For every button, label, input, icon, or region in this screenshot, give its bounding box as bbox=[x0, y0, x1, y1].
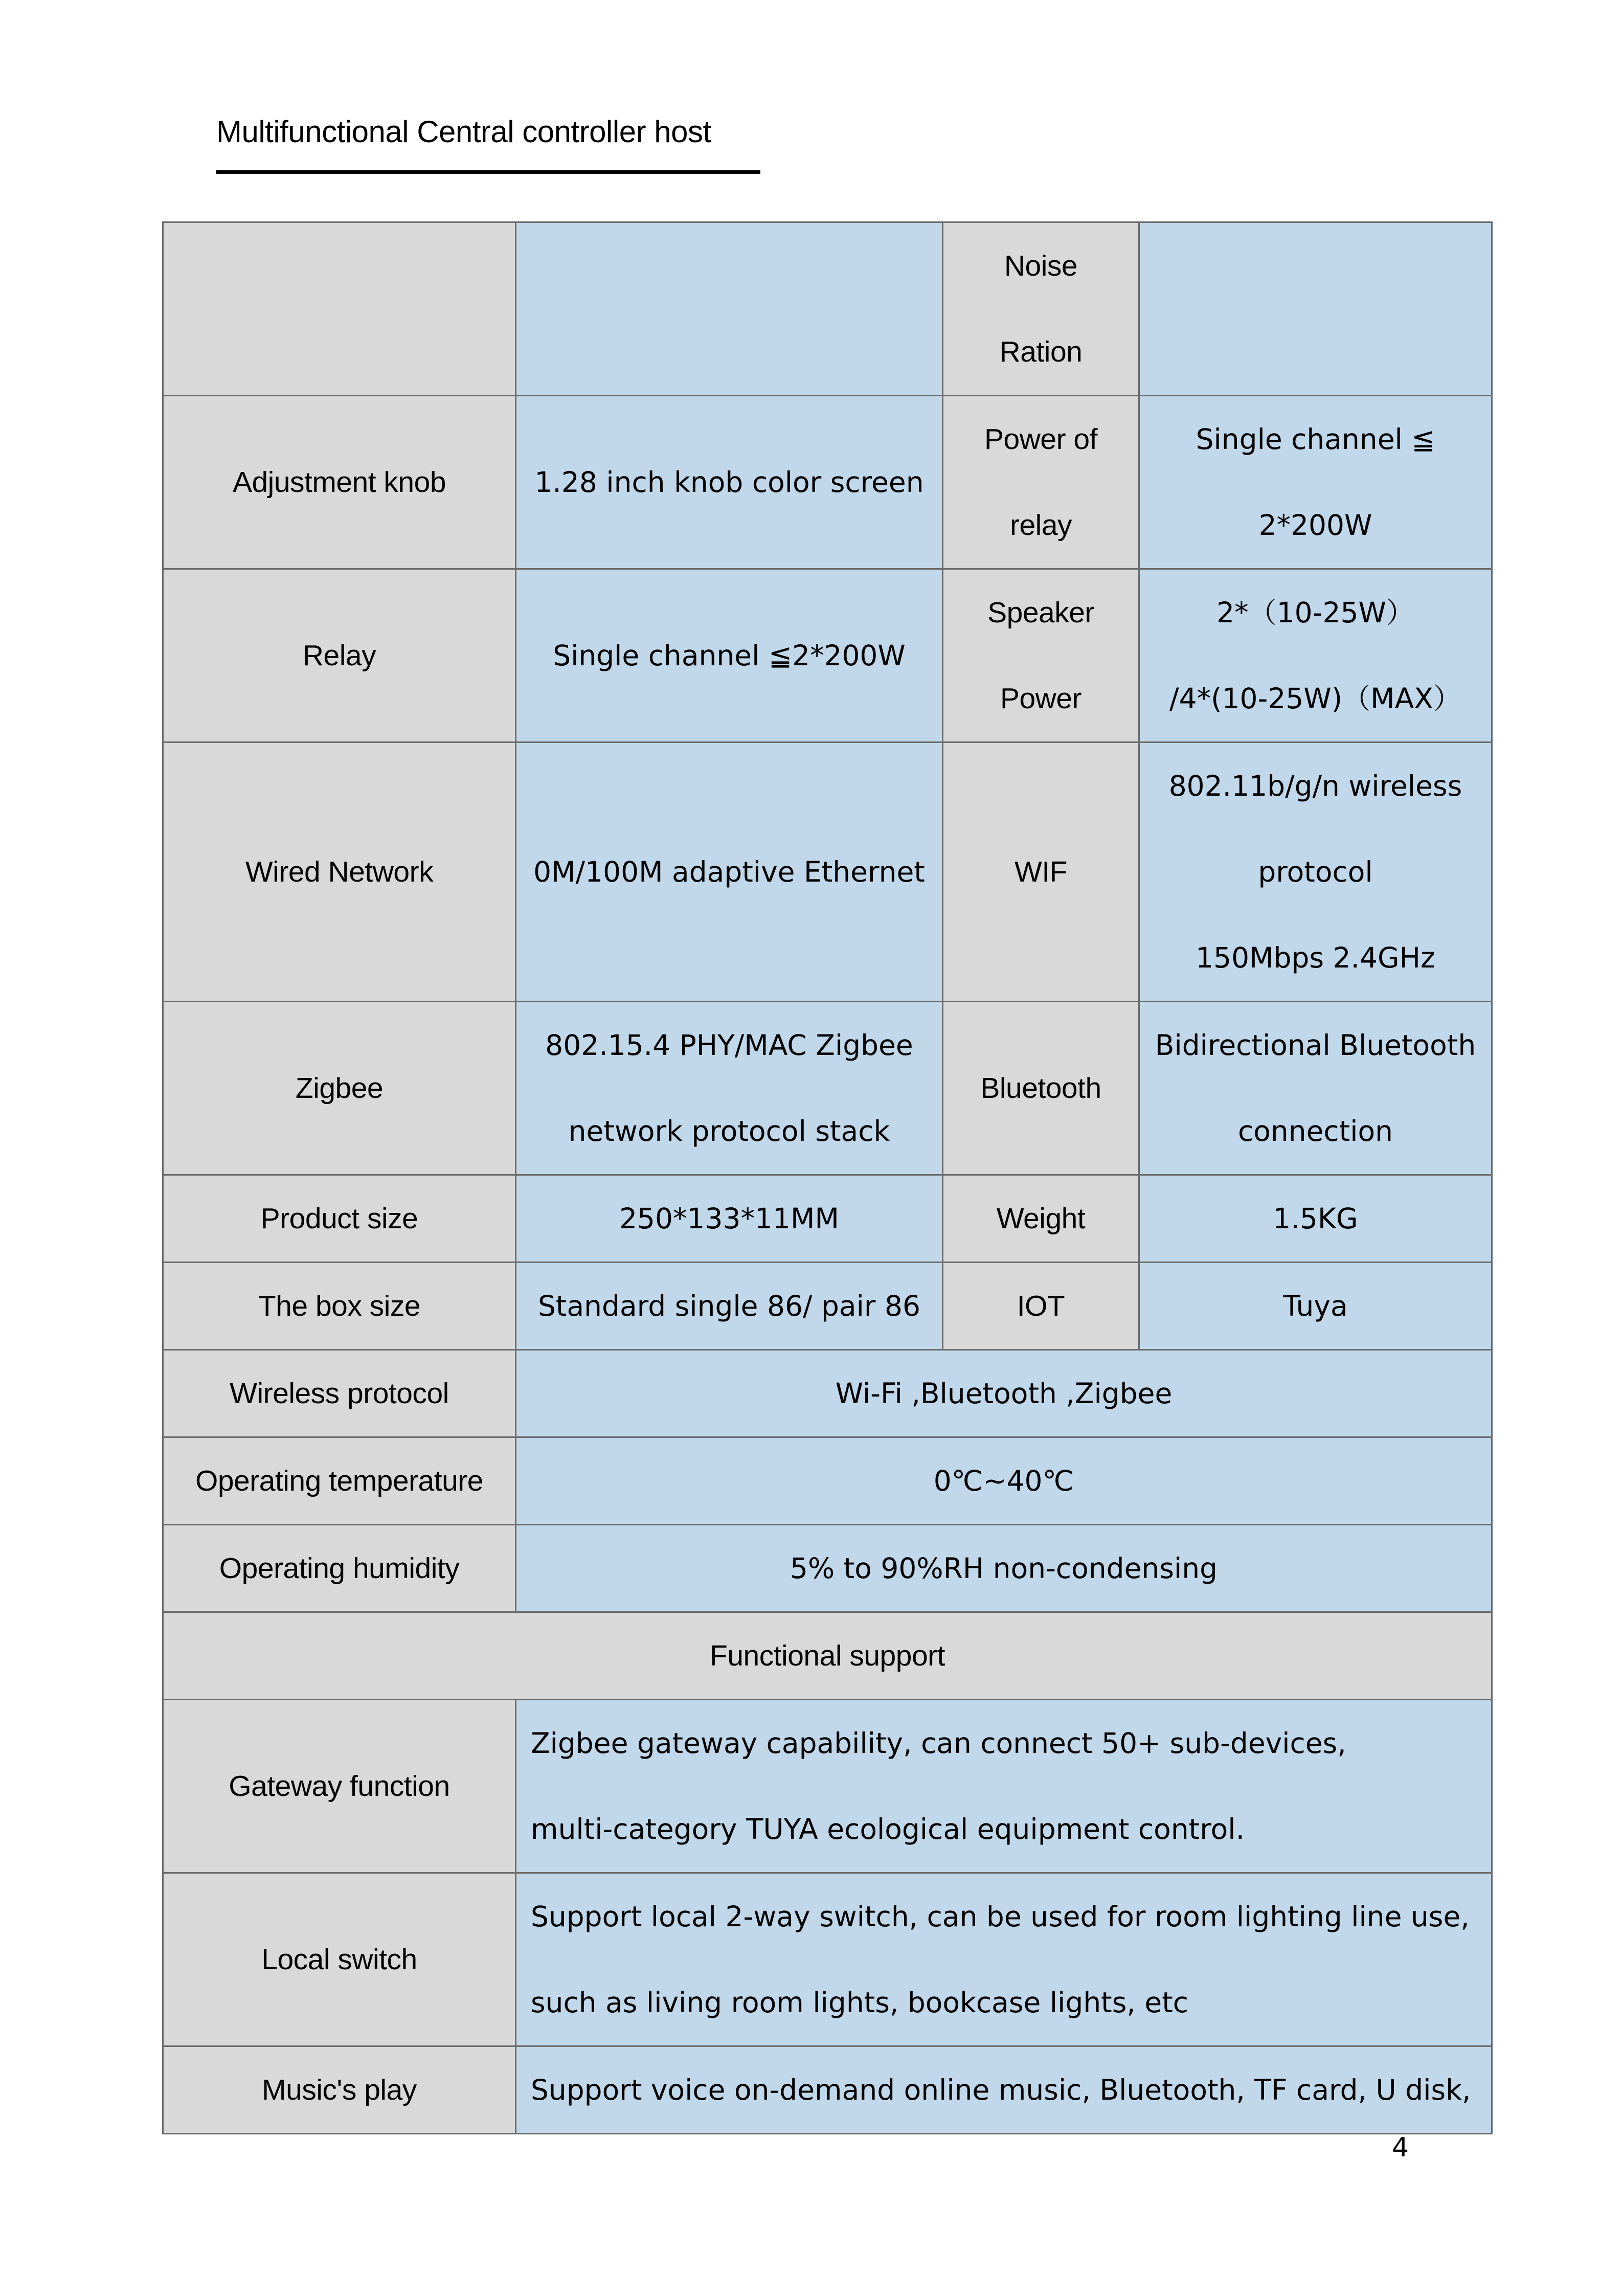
table-row bbox=[163, 1437, 1492, 1525]
spec-label-cell bbox=[943, 569, 1139, 742]
table-row bbox=[163, 396, 1492, 569]
table-row bbox=[163, 222, 1492, 396]
label-product-size: Product size bbox=[163, 1175, 516, 1263]
spec-value-cell bbox=[516, 1002, 943, 1175]
spec-value-cell bbox=[516, 222, 943, 396]
spec-value-cell bbox=[1139, 742, 1492, 1002]
spec-label-cell bbox=[163, 222, 516, 396]
label-wif: WIF bbox=[943, 742, 1139, 1002]
label-noise-line-1: Noise bbox=[1004, 250, 1078, 282]
value-local-switch-line-2: such as living room lights, bookcase lights, etc bbox=[531, 1986, 1189, 2019]
spec-label-cell bbox=[943, 222, 1139, 396]
value-zigbee-line-2: network protocol stack bbox=[568, 1115, 890, 1147]
spec-label-cell bbox=[943, 396, 1139, 569]
value-operating-humidity: 5% to 90%RH non-condensing bbox=[516, 1525, 1492, 1612]
value-wif-line-2: protocol bbox=[1258, 856, 1373, 888]
label-weight: Weight bbox=[943, 1175, 1139, 1263]
table-row bbox=[163, 742, 1492, 1002]
label-noise-line-2: Ration bbox=[999, 335, 1083, 368]
table-row bbox=[163, 1873, 1492, 2046]
spec-value-cell bbox=[1139, 222, 1492, 396]
specification-table bbox=[162, 221, 1493, 2134]
value-gateway-function-line-2: multi-category TUYA ecological equipment control. bbox=[531, 1813, 1245, 1845]
spec-value-cell bbox=[1139, 396, 1492, 569]
value-bluetooth-line-1: Bidirectional Bluetooth bbox=[1155, 1029, 1476, 1062]
value-operating-temperature: 0℃~40℃ bbox=[516, 1437, 1492, 1525]
value-zigbee-line-1: 802.15.4 PHY/MAC Zigbee bbox=[545, 1029, 913, 1062]
label-operating-humidity: Operating humidity bbox=[163, 1525, 516, 1612]
table-row bbox=[163, 569, 1492, 742]
label-wired-network: Wired Network bbox=[163, 742, 516, 1002]
table-row bbox=[163, 1525, 1492, 1612]
value-power-of-relay-line-2: 2*200W bbox=[1258, 509, 1372, 542]
value-box-size: Standard single 86/ pair 86 bbox=[516, 1263, 943, 1350]
value-speaker-power-line-1: 2*（10-25W） bbox=[1216, 596, 1414, 629]
label-relay: Relay bbox=[163, 569, 516, 742]
document-header-title: Multifunctional Central controller host bbox=[216, 115, 711, 149]
table-row bbox=[163, 1002, 1492, 1175]
value-speaker-power-line-2: /4*(10-25W)（MAX） bbox=[1169, 682, 1461, 715]
value-bluetooth-line-2: connection bbox=[1237, 1115, 1393, 1147]
label-speaker-power-line-1: Speaker bbox=[987, 596, 1094, 629]
label-iot: IOT bbox=[943, 1263, 1139, 1350]
table-row bbox=[163, 1175, 1492, 1263]
value-weight: 1.5KG bbox=[1139, 1175, 1492, 1263]
spec-value-cell bbox=[516, 1873, 1492, 2046]
page-number: 4 bbox=[1392, 2132, 1409, 2163]
table-row bbox=[163, 1350, 1492, 1437]
label-power-of-relay-line-1: Power of bbox=[984, 423, 1097, 456]
label-speaker-power-line-2: Power bbox=[1000, 682, 1082, 715]
value-adjustment-knob: 1.28 inch knob color screen bbox=[516, 396, 943, 569]
value-product-size: 250*133*11MM bbox=[516, 1175, 943, 1263]
header-underline bbox=[216, 170, 760, 174]
label-local-switch: Local switch bbox=[163, 1873, 516, 2046]
label-gateway-function: Gateway function bbox=[163, 1700, 516, 1873]
label-zigbee: Zigbee bbox=[163, 1002, 516, 1175]
label-wireless-protocol: Wireless protocol bbox=[163, 1350, 516, 1437]
spec-value-cell bbox=[1139, 569, 1492, 742]
value-wif-line-1: 802.11b/g/n wireless bbox=[1168, 770, 1462, 802]
table-row bbox=[163, 1263, 1492, 1350]
spec-value-cell bbox=[1139, 1002, 1492, 1175]
label-music-play: Music's play bbox=[163, 2046, 516, 2134]
label-adjustment-knob: Adjustment knob bbox=[163, 396, 516, 569]
value-wireless-protocol: Wi-Fi ,Bluetooth ,Zigbee bbox=[516, 1350, 1492, 1437]
value-power-of-relay-line-1: Single channel ≦ bbox=[1196, 423, 1435, 456]
label-power-of-relay-line-2: relay bbox=[1009, 509, 1072, 542]
value-music-play: Support voice on-demand online music, Bluetooth, TF card, U disk, bbox=[516, 2046, 1492, 2134]
spec-value-cell bbox=[516, 1700, 1492, 1873]
value-gateway-function-line-1: Zigbee gateway capability, can connect 50+ sub-devices, bbox=[531, 1727, 1346, 1760]
table-row bbox=[163, 1612, 1492, 1700]
section-header-functional-support: Functional support bbox=[163, 1612, 1492, 1700]
label-bluetooth: Bluetooth bbox=[943, 1002, 1139, 1175]
label-box-size: The box size bbox=[163, 1263, 516, 1350]
value-iot: Tuya bbox=[1139, 1263, 1492, 1350]
value-local-switch-line-1: Support local 2-way switch, can be used for room lighting line use, bbox=[531, 1900, 1470, 1933]
label-operating-temperature: Operating temperature bbox=[163, 1437, 516, 1525]
value-relay: Single channel ≦2*200W bbox=[516, 569, 943, 742]
table-row bbox=[163, 2046, 1492, 2134]
value-wired-network: 0M/100M adaptive Ethernet bbox=[516, 742, 943, 1002]
value-wif-line-3: 150Mbps 2.4GHz bbox=[1196, 941, 1435, 974]
table-row bbox=[163, 1700, 1492, 1873]
